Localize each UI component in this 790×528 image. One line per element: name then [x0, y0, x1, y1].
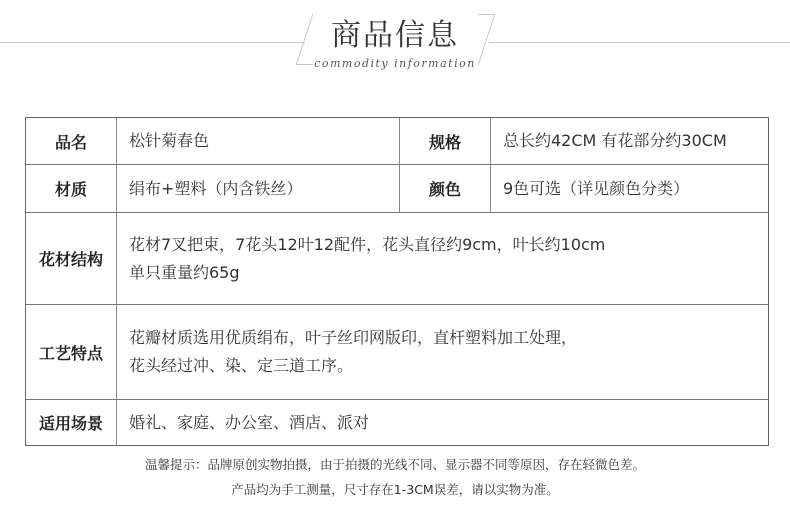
value-color: 9色可选（详见颜色分类） [503, 178, 690, 198]
table-row-material-color [26, 165, 768, 213]
craft-line-1: 花瓣材质选用优质绢布，叶子丝印网版印，直杆塑料加工处理， [129, 328, 578, 347]
table-row-structure [26, 213, 768, 305]
label-craft: 工艺特点 [26, 305, 116, 399]
footer-line-2: 产品均为手工测量，尺寸存在1-3CM误差，请以实物为准。 [231, 482, 559, 497]
section-title: 商品信息 [331, 18, 459, 53]
table-row-craft [26, 305, 768, 400]
label-spec: 规格 [400, 118, 490, 164]
footer-line-1: 温馨提示：品牌原创实物拍摄，由于拍摄的光线不同、显示器不同等原因，存在轻微色差。 [144, 457, 645, 472]
value-material: 绢布+塑料（内含铁丝） [129, 178, 303, 198]
label-structure: 花材结构 [26, 213, 116, 304]
value-craft [117, 305, 768, 399]
section-header [0, 0, 790, 100]
label-material: 材质 [26, 165, 116, 212]
label-scenes: 适用场景 [26, 400, 116, 445]
structure-line-2: 单只重量约65g [129, 262, 240, 282]
label-product-name: 品名 [26, 118, 116, 164]
structure-line-1: 花材7叉把束，7花头12叶12配件，花头直径约9cm，叶长约10cm [129, 234, 606, 254]
value-spec: 总长约42CM 有花部分约30CM [503, 131, 727, 150]
value-structure [117, 213, 768, 304]
label-color: 颜色 [400, 165, 490, 212]
section-subtitle: commodity information [314, 57, 476, 70]
header-rule-left [0, 42, 305, 43]
table-row-name-spec [26, 118, 768, 165]
product-info-table [25, 117, 769, 446]
value-product-name: 松针菊春色 [129, 131, 210, 150]
value-scenes: 婚礼、家庭、办公室、酒店、派对 [129, 412, 370, 432]
footer-notice [0, 452, 790, 502]
craft-line-2: 花头经过冲、染、定三道工序。 [129, 356, 354, 375]
table-row-scenes [26, 400, 768, 445]
header-rule-right [489, 42, 790, 43]
